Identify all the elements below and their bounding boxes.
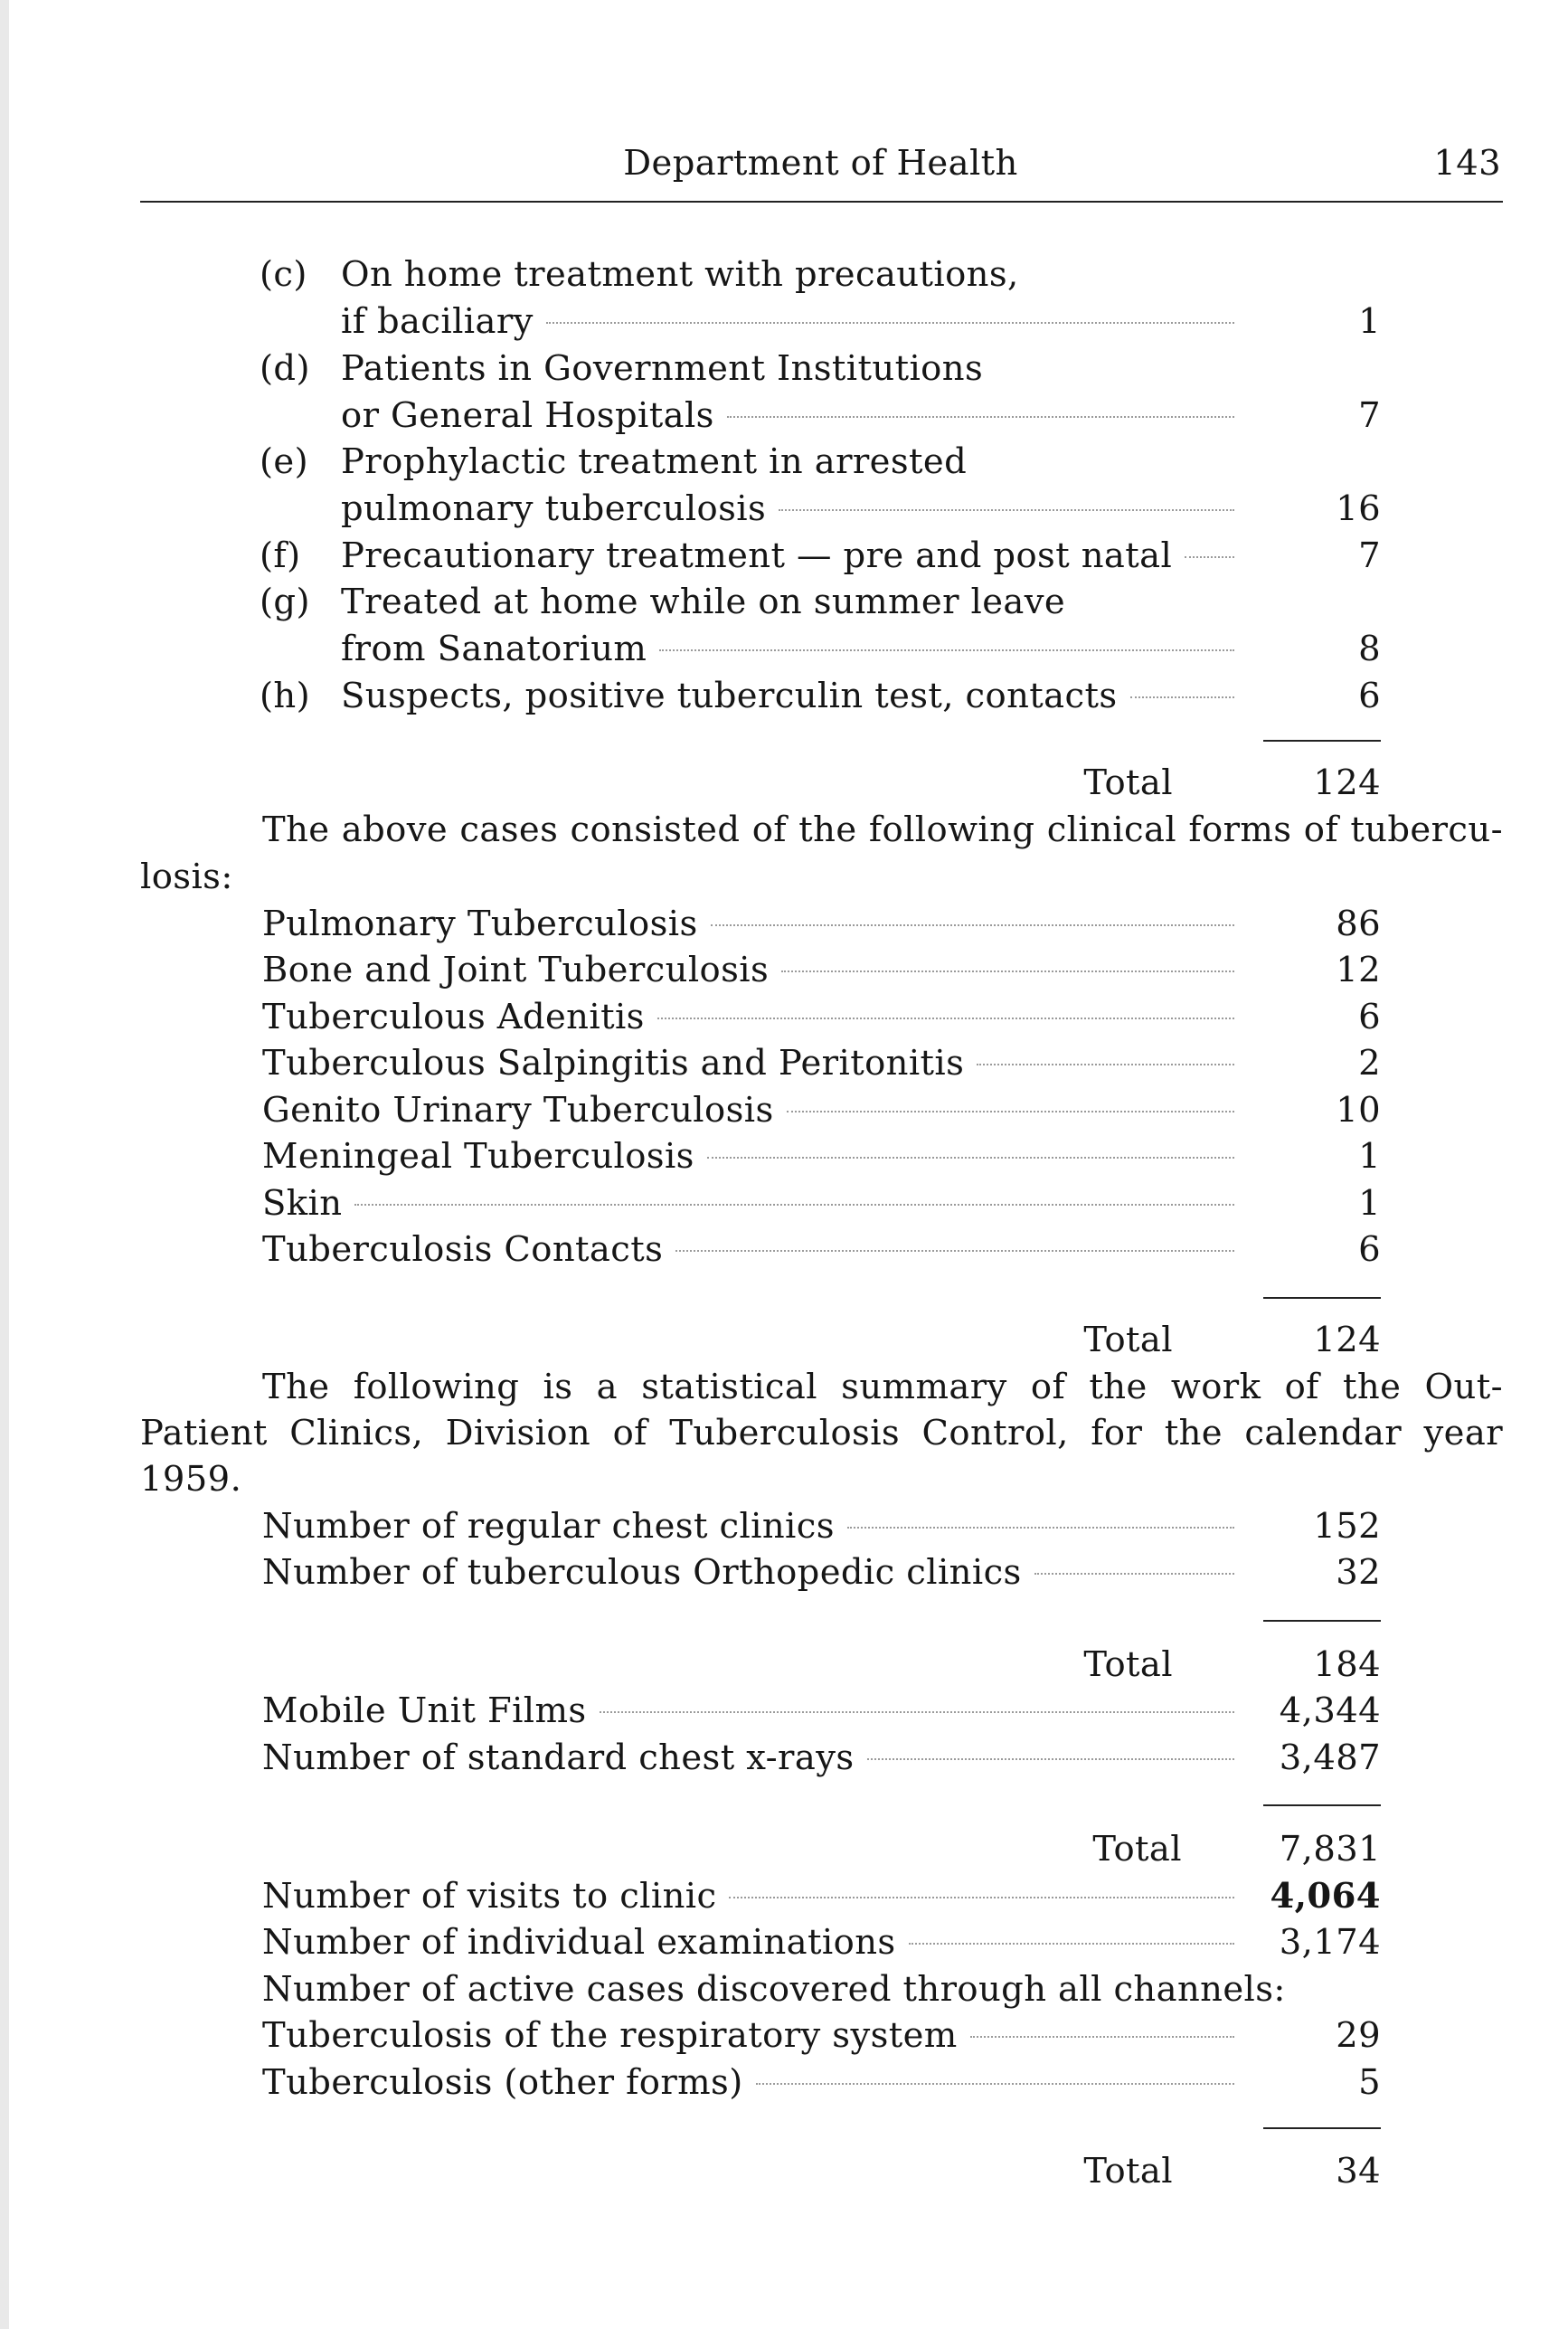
form-value: 10 — [1336, 1090, 1381, 1131]
summary-intro-line1: The following is a statistical summary of the work of the Out- — [262, 1367, 1503, 1407]
sum-rule — [1263, 1620, 1381, 1622]
case-d-value: 7 — [1358, 395, 1381, 436]
visit-label: Number of individual examinations — [262, 1922, 896, 1963]
total-label: Total — [1083, 1320, 1173, 1360]
page-number: 143 — [1433, 143, 1501, 184]
leader-dots — [354, 1204, 1234, 1206]
leader-dots — [787, 1111, 1234, 1112]
active-value: 5 — [1358, 2062, 1381, 2103]
form-label: Tuberculous Salpingitis and Peritonitis — [262, 1043, 965, 1084]
clinic-value: 152 — [1313, 1506, 1381, 1547]
clinic-label: Number of regular chest clinics — [262, 1506, 835, 1547]
film-row — [262, 1735, 1381, 1782]
summary-intro-line2: Patient Clinics, Division of Tuberculosis Control, for the calendar year — [140, 1413, 1503, 1453]
leader-dots — [711, 924, 1234, 926]
case-f-mark: (f) — [260, 535, 301, 576]
visit-row — [262, 1919, 1381, 1966]
total-label: Total — [1092, 1829, 1182, 1870]
visit-row — [262, 1873, 1381, 1920]
total-label: Total — [1083, 1644, 1173, 1685]
case-d-row — [341, 393, 1381, 440]
form-value: 6 — [1358, 997, 1381, 1037]
leader-dots — [977, 1064, 1234, 1065]
case-g-label: from Sanatorium — [341, 629, 647, 669]
clinics-total-row — [983, 1642, 1381, 1689]
film-value: 4,344 — [1279, 1690, 1381, 1731]
form-label: Skin — [262, 1183, 343, 1224]
leader-dots — [909, 1943, 1234, 1945]
running-header — [140, 143, 1501, 197]
form-label: Meningeal Tuberculosis — [262, 1136, 694, 1177]
leader-dots — [600, 1711, 1234, 1713]
case-h-row — [260, 673, 1381, 720]
leader-dots — [546, 322, 1234, 324]
case-e-line1: (e) Prophylactic treatment in arrested — [260, 441, 968, 482]
case-d-line1: (d) Patients in Government Institutions — [260, 348, 984, 389]
form-label: Pulmonary Tuberculosis — [262, 904, 698, 944]
case-h-value: 6 — [1358, 676, 1381, 716]
active-label: Tuberculosis (other forms) — [262, 2062, 743, 2103]
form-row — [262, 947, 1381, 994]
active-row — [262, 2059, 1381, 2107]
form-value: 1 — [1358, 1183, 1381, 1224]
sum-rule — [1263, 2127, 1381, 2129]
cases-total-value: 124 — [1313, 762, 1381, 803]
leader-dots — [779, 509, 1234, 511]
form-label: Tuberculosis Contacts — [262, 1229, 664, 1270]
form-value: 86 — [1336, 904, 1381, 944]
leader-dots — [781, 970, 1234, 972]
leader-dots — [867, 1758, 1234, 1760]
case-c-label: if baciliary — [341, 301, 534, 342]
summary-intro-line3: 1959. — [140, 1459, 242, 1500]
visit-value: 4,064 — [1270, 1876, 1381, 1917]
header-rule — [140, 201, 1503, 203]
form-row — [262, 901, 1381, 948]
total-label: Total — [1083, 762, 1173, 803]
form-row — [262, 1040, 1381, 1087]
leader-dots — [756, 2083, 1234, 2085]
leader-dots — [657, 1018, 1234, 1019]
case-c-row — [341, 298, 1381, 346]
forms-intro-line1: The above cases consisted of the following clinical forms of tubercu- — [262, 809, 1503, 850]
clinic-row — [262, 1549, 1381, 1596]
leader-dots — [727, 416, 1234, 418]
active-cases-heading: Number of active cases discovered through all channels: — [262, 1969, 1286, 2010]
film-value: 3,487 — [1279, 1737, 1381, 1778]
leader-dots — [707, 1157, 1234, 1159]
form-value: 12 — [1336, 950, 1381, 990]
sum-rule — [1263, 1297, 1381, 1299]
form-label: Tuberculous Adenitis — [262, 997, 645, 1037]
case-f-value: 7 — [1358, 535, 1381, 576]
case-f-label: Precautionary treatment — pre and post natal — [341, 535, 1173, 576]
case-f-row — [260, 533, 1381, 580]
active-total-row — [983, 2148, 1381, 2195]
films-total-row — [992, 1826, 1381, 1873]
leader-dots — [1185, 556, 1234, 558]
case-g-row — [341, 626, 1381, 673]
case-c-line1: (c) On home treatment with precautions, — [260, 254, 1019, 295]
case-g-value: 8 — [1358, 629, 1381, 669]
case-e-row — [341, 486, 1381, 533]
case-d-label: or General Hospitals — [341, 395, 714, 436]
sum-rule — [1263, 740, 1381, 742]
form-value: 6 — [1358, 1229, 1381, 1270]
leader-dots — [970, 2036, 1234, 2038]
sum-rule — [1263, 1804, 1381, 1806]
forms-total-value: 124 — [1313, 1320, 1381, 1360]
form-row — [262, 1087, 1381, 1134]
form-row — [262, 1226, 1381, 1273]
case-e-value: 16 — [1336, 488, 1381, 529]
film-label: Number of standard chest x-rays — [262, 1737, 855, 1778]
leader-dots — [675, 1250, 1234, 1252]
total-label: Total — [1083, 2151, 1173, 2192]
form-label: Genito Urinary Tuberculosis — [262, 1090, 774, 1131]
forms-total-row — [983, 1317, 1381, 1364]
case-g-line1: (g) Treated at home while on summer leave — [260, 582, 1066, 622]
form-label: Bone and Joint Tuberculosis — [262, 950, 770, 990]
visit-value: 3,174 — [1279, 1922, 1381, 1963]
visit-label: Number of visits to clinic — [262, 1876, 717, 1917]
form-row — [262, 994, 1381, 1041]
clinics-total-value: 184 — [1313, 1644, 1381, 1685]
case-h-label: Suspects, positive tuberculin test, contacts — [341, 676, 1118, 716]
leader-dots — [659, 649, 1234, 651]
active-value: 29 — [1336, 2015, 1381, 2056]
leader-dots — [1034, 1573, 1234, 1575]
clinic-label: Number of tuberculous Orthopedic clinics — [262, 1552, 1022, 1593]
clinic-value: 32 — [1336, 1552, 1381, 1593]
form-row — [262, 1133, 1381, 1180]
case-e-label: pulmonary tuberculosis — [341, 488, 767, 529]
leader-dots — [1130, 696, 1234, 698]
film-label: Mobile Unit Films — [262, 1690, 587, 1731]
film-row — [262, 1688, 1381, 1735]
case-c-value: 1 — [1358, 301, 1381, 342]
form-row — [262, 1180, 1381, 1227]
leader-dots — [847, 1527, 1234, 1529]
leader-dots — [729, 1897, 1234, 1898]
active-row — [262, 2012, 1381, 2059]
forms-intro-line2: losis: — [140, 857, 233, 897]
active-label: Tuberculosis of the respiratory system — [262, 2015, 958, 2056]
films-total-value: 7,831 — [1279, 1829, 1381, 1870]
running-header-title: Department of Health — [623, 143, 1018, 184]
cases-total-row — [983, 760, 1381, 807]
case-h-mark: (h) — [260, 676, 311, 716]
active-total-value: 34 — [1336, 2151, 1381, 2192]
clinic-row — [262, 1503, 1381, 1550]
form-value: 2 — [1358, 1043, 1381, 1084]
form-value: 1 — [1358, 1136, 1381, 1177]
